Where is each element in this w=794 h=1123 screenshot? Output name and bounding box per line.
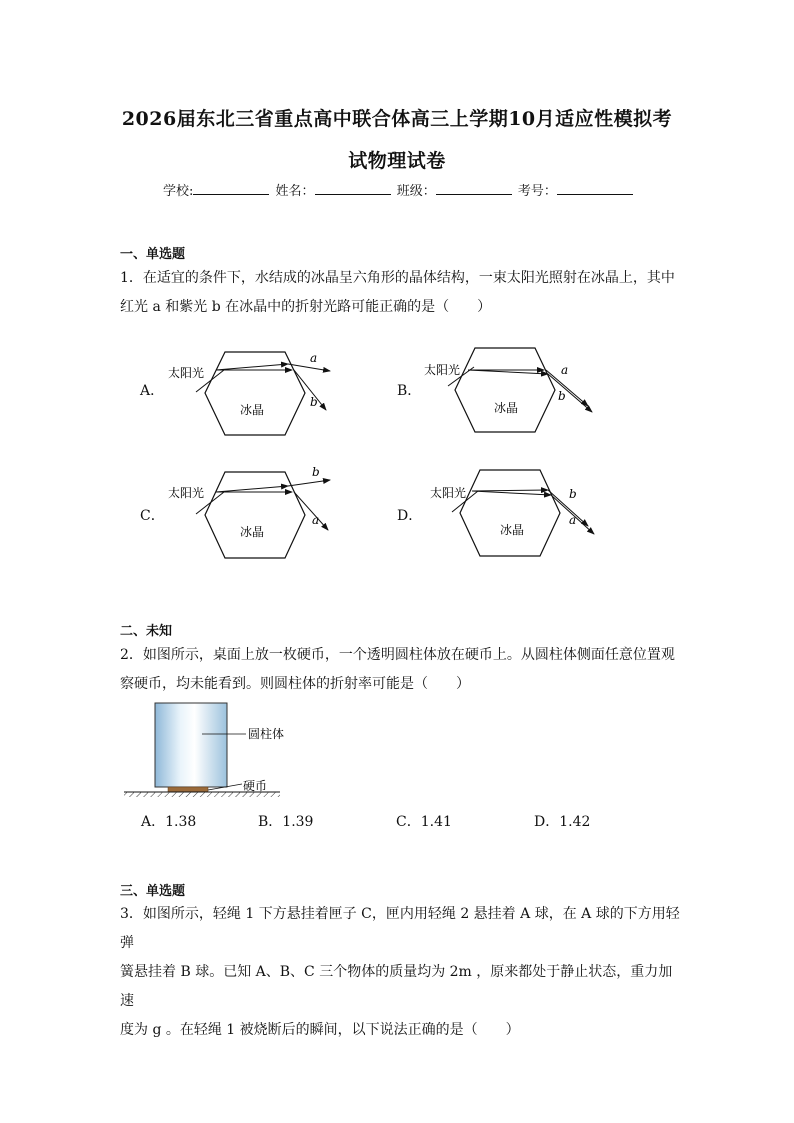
hexagon-shape bbox=[205, 472, 305, 558]
label-a: a bbox=[310, 351, 318, 365]
number-blank[interactable] bbox=[557, 182, 633, 195]
q1-option-d[interactable]: D． bbox=[397, 508, 423, 524]
q2-option-b[interactable]: B．1.39 bbox=[258, 814, 314, 830]
section-heading-1: 一、单选题 bbox=[120, 247, 186, 262]
exam-title-line2: 试物理试卷 bbox=[348, 150, 446, 172]
q2-option-a[interactable]: A．1.38 bbox=[141, 814, 197, 830]
label-ice: 冰晶 bbox=[500, 523, 525, 537]
label-a: a bbox=[561, 363, 569, 377]
question-2-text bbox=[120, 641, 680, 699]
figure-option-b bbox=[420, 340, 620, 440]
label-ice: 冰晶 bbox=[240, 525, 265, 539]
q2-option-c[interactable]: C．1.41 bbox=[396, 814, 452, 830]
question-2-line1: 2．如图所示，桌面上放一枚硬币，一个透明圆柱体放在硬币上。从圆柱体侧面任意位置观 bbox=[120, 647, 675, 663]
figure-option-c bbox=[160, 460, 360, 565]
label-sunlight: 太阳光 bbox=[430, 486, 467, 500]
label-sunlight: 太阳光 bbox=[168, 366, 205, 380]
label-ice: 冰晶 bbox=[240, 403, 265, 417]
school-blank[interactable] bbox=[193, 182, 269, 195]
class-label: 班级： bbox=[396, 184, 436, 199]
label-cylinder: 圆柱体 bbox=[248, 727, 285, 741]
coin-shape bbox=[168, 787, 208, 792]
number-label: 考号： bbox=[517, 184, 557, 199]
label-sunlight: 太阳光 bbox=[168, 486, 205, 500]
student-info-row bbox=[163, 180, 635, 199]
question-2-line2: 察硬币，均未能看到。则圆柱体的折射率可能是（ ） bbox=[120, 676, 470, 692]
section-heading-2: 二、未知 bbox=[120, 624, 173, 639]
label-a: a bbox=[569, 513, 577, 527]
q1-option-a[interactable]: A． bbox=[140, 383, 165, 399]
question-3-line2: 簧悬挂着 B 球。已知 A、B、C 三个物体的质量均为 2m ，原来都处于静止状态，重力加速 bbox=[120, 964, 673, 1009]
name-label: 姓名： bbox=[275, 184, 315, 199]
exam-title-line1: 2026届东北三省重点高中联合体高三上学期10月适应性模拟考 bbox=[121, 108, 673, 130]
label-coin: 硬币 bbox=[243, 779, 268, 793]
hexagon-shape bbox=[460, 470, 560, 556]
question-3-line1: 3．如图所示，轻绳 1 下方悬挂着匣子 C，匣内用轻绳 2 悬挂着 A 球，在 A 球的下方用轻弹 bbox=[120, 906, 680, 951]
q2-option-d[interactable]: D．1.42 bbox=[534, 814, 591, 830]
label-b: b bbox=[558, 389, 566, 403]
label-b: b bbox=[312, 465, 320, 479]
question-1-line2: 红光 a 和紫光 b 在冰晶中的折射光路可能正确的是（ ） bbox=[120, 299, 492, 315]
figure-option-d bbox=[420, 460, 620, 565]
question-1-text bbox=[120, 264, 680, 322]
q1-option-c[interactable]: C． bbox=[140, 508, 165, 524]
q1-option-b[interactable]: B． bbox=[397, 383, 422, 399]
question-1-line1: 1．在适宜的条件下，水结成的冰晶呈六角形的晶体结构，一束太阳光照射在冰晶上，其中 bbox=[120, 270, 675, 286]
school-label: 学校: bbox=[163, 184, 194, 199]
label-ice: 冰晶 bbox=[494, 401, 519, 415]
question-3-line3: 度为 g 。在轻绳 1 被烧断后的瞬间，以下说法正确的是（ ） bbox=[120, 1022, 520, 1038]
label-sunlight: 太阳光 bbox=[424, 363, 461, 377]
label-b: b bbox=[310, 395, 318, 409]
figure-option-a bbox=[160, 340, 360, 440]
figure-cylinder bbox=[120, 700, 310, 805]
label-a: a bbox=[312, 513, 320, 527]
hexagon-shape bbox=[455, 348, 555, 432]
cylinder-body bbox=[155, 703, 227, 787]
section-heading-3: 三、单选题 bbox=[120, 884, 186, 899]
class-blank[interactable] bbox=[436, 182, 512, 195]
name-blank[interactable] bbox=[315, 182, 391, 195]
label-b: b bbox=[569, 487, 577, 501]
question-3-text bbox=[120, 900, 680, 1045]
